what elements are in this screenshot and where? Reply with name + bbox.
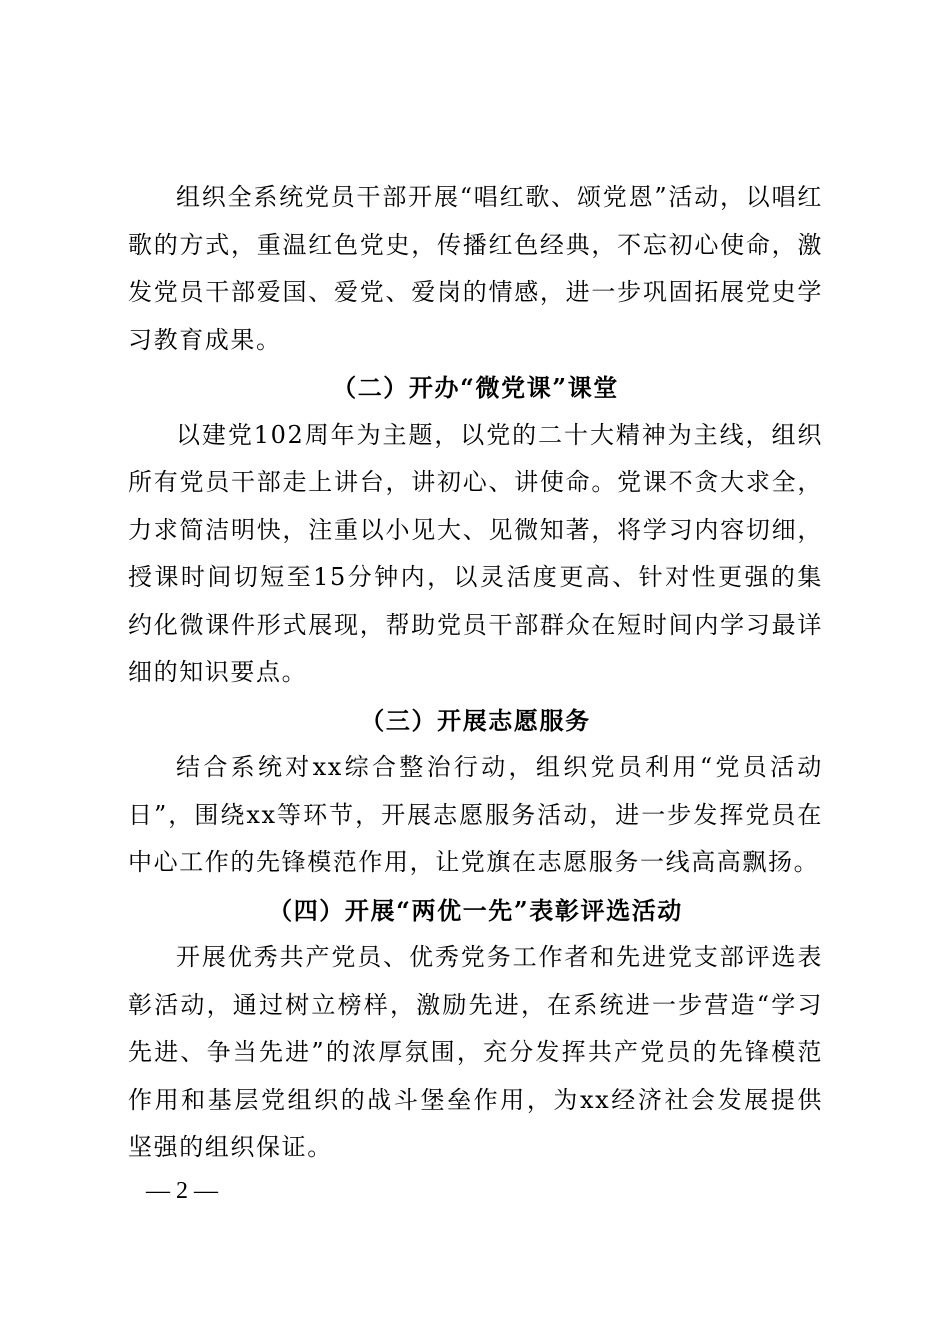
paragraph-volunteer-service: 结合系统对xx综合整治行动，组织党员利用“党员活动日”，围绕xx等环节，开展志愿服务活动，进一步发挥党员在中心工作的先锋模范作用，让党旗在志愿服务一线高高飘扬。 bbox=[128, 753, 823, 876]
section-heading-micro-party-class: （二）开办“微党课”课堂 bbox=[332, 373, 619, 402]
section-heading-commendation: （四）开展“两优一先”表彰评选活动 bbox=[268, 895, 683, 925]
paragraph-commendation: 开展优秀共产党员、优秀党务工作者和先进党支部评选表彰活动，通过树立榜样，激励先进，在系统进一步营造“学习先进、争当先进”的浓厚氛围，充分发挥共产党员的先锋模范作用和基层党组织的战斗堡垒作用，为xx经济社会发展提供坚强的组织保证。 bbox=[128, 943, 823, 1161]
section-heading-volunteer-service: （三）开展志愿服务 bbox=[360, 705, 591, 735]
paragraph-micro-party-class: 以建党102周年为主题，以党的二十大精神为主线，组织所有党员干部走上讲台，讲初心、讲使命。党课不贪大求全，力求简洁明快，注重以小见大、见微知著，将学习内容切细，授课时间切短至15分钟内，以灵活度更高、针对性更强的集约化微课件形式展现，帮助党员干部群众在短时间内学习最详细的知识要点。 bbox=[128, 420, 823, 686]
document-body bbox=[128, 174, 823, 1172]
page-number: — 2 — bbox=[146, 1178, 218, 1204]
paragraph-sing-red-songs: 组织全系统党员干部开展“唱红歌、颂党恩”活动，以唱红歌的方式，重温红色党史，传播红色经典，不忘初心使命，激发党员干部爱国、爱党、爱岗的情感，进一步巩固拓展党史学习教育成果。 bbox=[128, 183, 823, 354]
